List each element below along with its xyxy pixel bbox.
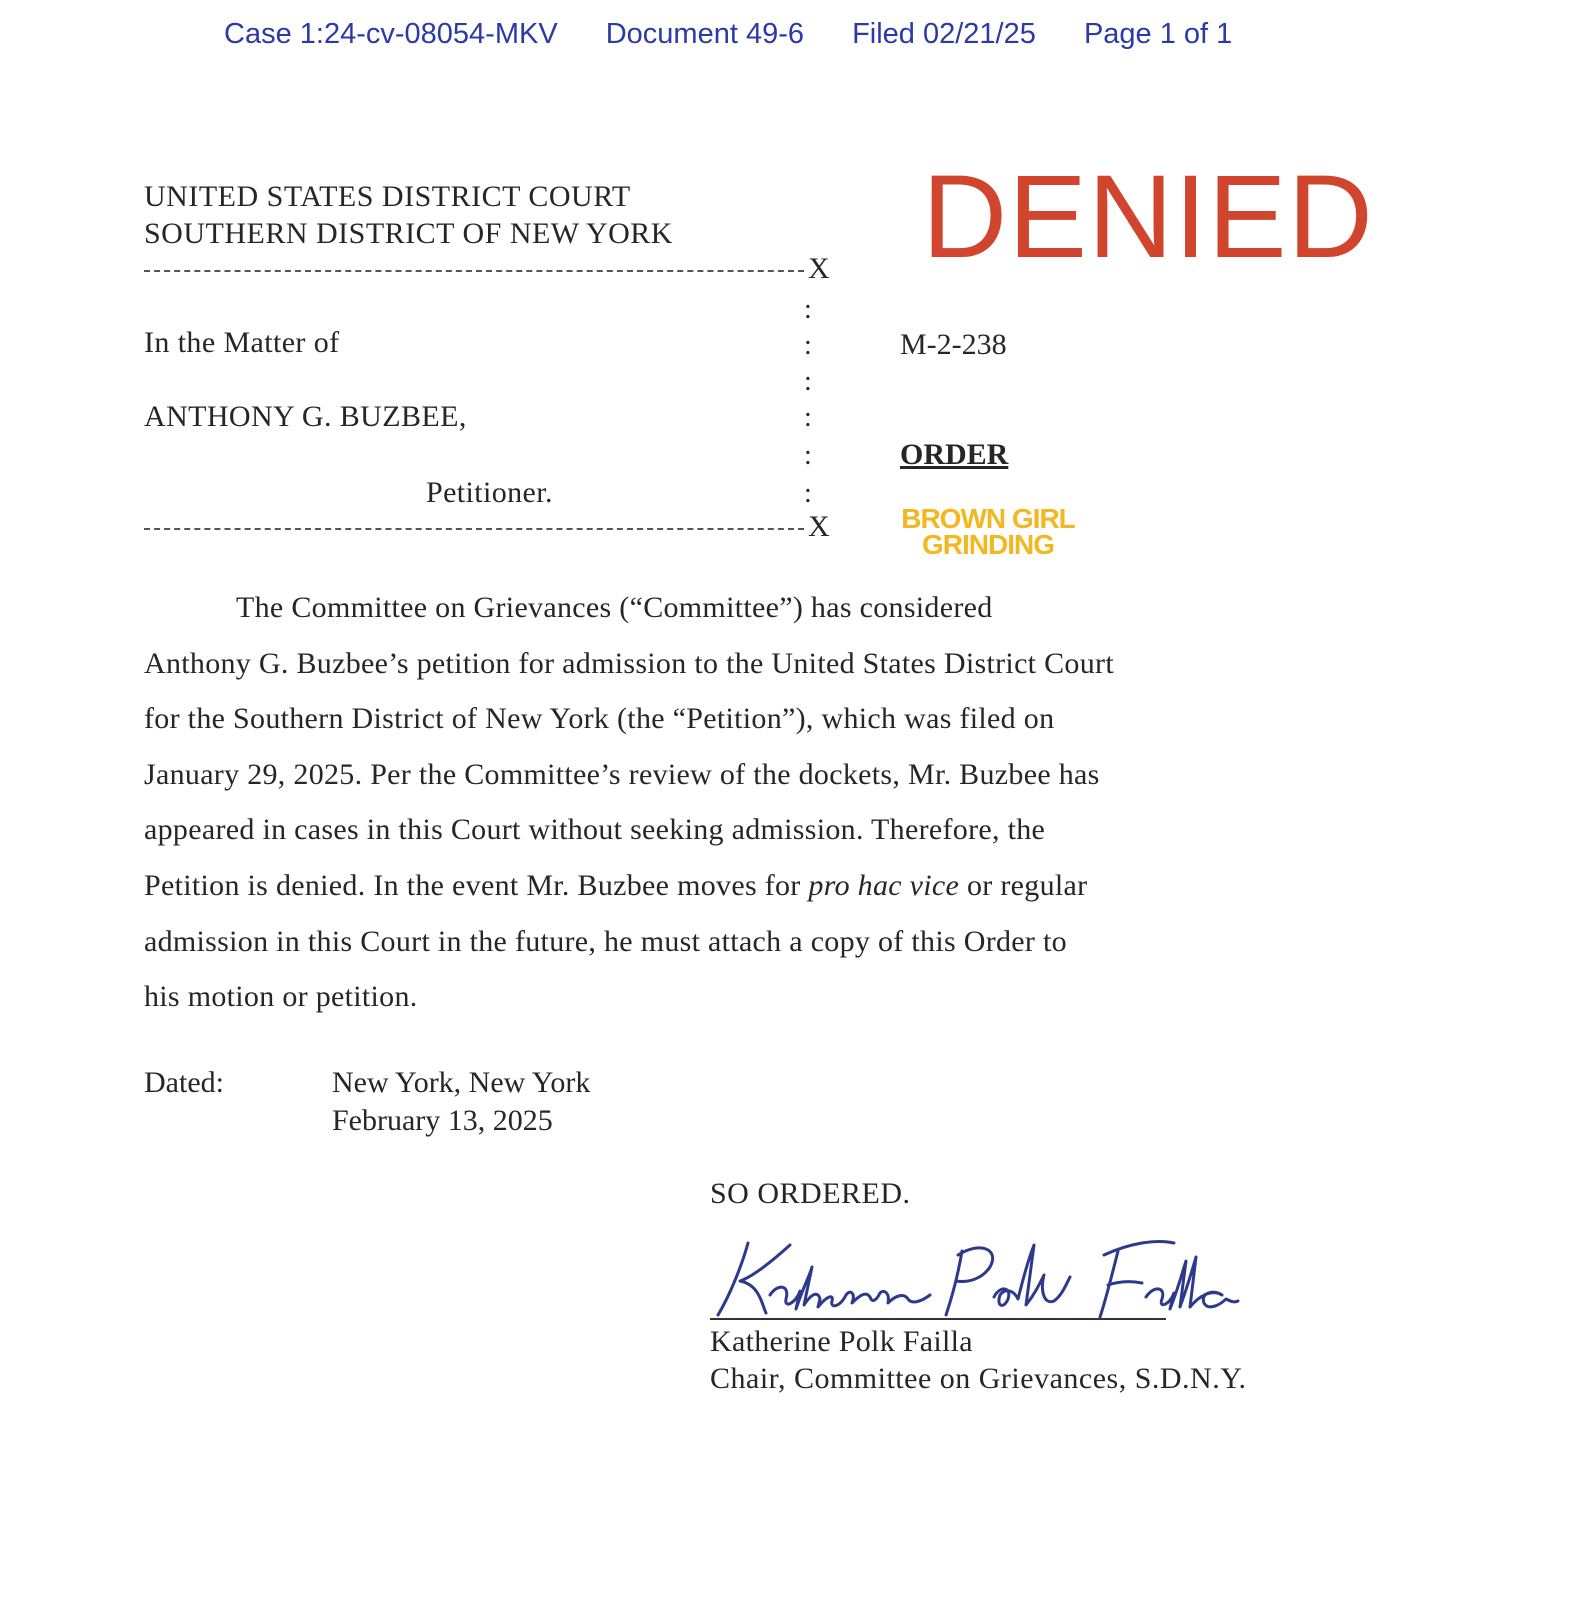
body-text: Petition is denied. In the event Mr. Buzbee moves for	[144, 868, 809, 902]
body-line: for the Southern District of New York (the “Petition”), which was filed on	[144, 702, 1055, 736]
body-italic-term: pro hac vice	[808, 868, 960, 902]
body-line-with-italic	[144, 858, 1374, 914]
order-title: ORDER	[900, 438, 1009, 471]
watermark-line1: BROWN GIRL	[901, 503, 1075, 534]
dated-date: February 13, 2025	[332, 1104, 553, 1137]
document-number-header: Document 49-6	[605, 18, 804, 50]
body-line: appeared in cases in this Court without seeking admission. Therefore, the	[144, 813, 1046, 847]
body-text: or regular	[959, 868, 1088, 902]
caption-bottom-x: X	[808, 510, 830, 543]
caption-matter: In the Matter of	[144, 326, 340, 359]
page-count-header: Page 1 of 1	[1083, 18, 1233, 50]
body-line: his motion or petition.	[144, 980, 418, 1014]
court-name-line2: SOUTHERN DISTRICT OF NEW YORK	[144, 217, 673, 250]
signature-line	[710, 1318, 1166, 1320]
body-line: January 29, 2025. Per the Committee’s review of the dockets, Mr. Buzbee has	[144, 757, 1100, 791]
caption-top-divider	[144, 270, 804, 272]
watermark-line2: GRINDING	[922, 529, 1054, 560]
dated-label: Dated:	[144, 1066, 224, 1099]
filed-date-header: Filed 02/21/25	[852, 18, 1036, 50]
caption-colon: :	[804, 366, 812, 397]
caption-colon: :	[804, 478, 812, 509]
court-name	[144, 178, 673, 252]
caption-colon: :	[804, 294, 812, 325]
docket-number: M-2-238	[900, 328, 1007, 361]
dated-place: New York, New York	[332, 1066, 591, 1099]
body-line: admission in this Court in the future, he must attach a copy of this Order to	[144, 924, 1067, 958]
signer-name: Katherine Polk Failla	[710, 1325, 973, 1358]
caption-party-name: ANTHONY G. BUZBEE,	[144, 400, 467, 433]
caption-colon: :	[804, 330, 812, 361]
caption-colon: :	[804, 402, 812, 433]
filing-header	[224, 18, 1272, 51]
body-line: The Committee on Grievances (“Committee”) has considered	[236, 591, 993, 624]
handwritten-signature	[700, 1215, 1240, 1325]
caption-bottom-divider	[144, 528, 804, 530]
court-name-line1: UNITED STATES DISTRICT COURT	[144, 180, 631, 213]
case-number-header: Case 1:24-cv-08054-MKV	[224, 18, 558, 50]
so-ordered: SO ORDERED.	[710, 1177, 911, 1210]
signer-title: Chair, Committee on Grievances, S.D.N.Y.	[710, 1362, 1247, 1395]
caption-colon: :	[804, 440, 812, 471]
watermark-logo	[890, 503, 1086, 560]
order-body	[144, 580, 1374, 1025]
body-line: Anthony G. Buzbee’s petition for admission to the United States District Court	[144, 646, 1114, 680]
denied-stamp: DENIED	[922, 151, 1374, 283]
caption-party-role: Petitioner.	[426, 476, 553, 509]
caption-top-x: X	[808, 252, 830, 285]
